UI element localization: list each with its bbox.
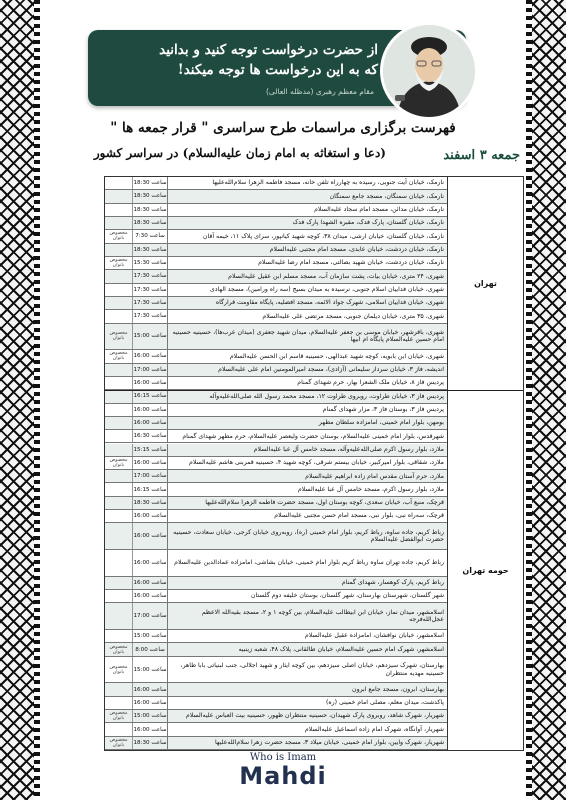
row-location (168, 643, 447, 655)
header-banner (88, 30, 466, 106)
table-row (105, 737, 447, 750)
keffiyeh-border-left (0, 0, 40, 800)
row-note (105, 590, 133, 602)
row-time: ساعت 17:00 (133, 470, 168, 482)
row-location (168, 457, 447, 469)
row-time: ساعت 16:15 (133, 390, 168, 402)
table-row (105, 364, 447, 377)
row-location-text: پردیس فاز ۸، خیابان ملک الشعرا بهار، حرم شهدای گمنام (297, 379, 444, 387)
table-row (105, 177, 447, 190)
row-location-text: قرچک، سه‌راه نبی، بلوار نبی، مسجد امام حسن مجتبی علیه‌السلام (274, 512, 444, 520)
table-row (105, 430, 447, 443)
table-row (105, 404, 447, 417)
row-location-text: قرچک، منبع آب، خیابان سعدی، کوچه بوستان اول، مسجد حضرت فاطمه الزهرا سلام‌الله‌علیها (205, 499, 444, 507)
row-note (105, 364, 133, 376)
table-row (105, 603, 447, 630)
row-location (168, 483, 447, 495)
row-location (168, 217, 447, 229)
row-location (168, 550, 447, 576)
row-time: ساعت 15:15 (133, 444, 168, 456)
table-row (105, 630, 447, 643)
table-row (105, 244, 447, 257)
row-location-text: شهری، خیابان فداییان اسلام جنوبی، نرسیده به میدان بسیج (سه راه ورامین)، مسجد الهادی (209, 285, 444, 293)
row-location (168, 603, 447, 629)
row-note (105, 444, 133, 456)
row-location (168, 470, 447, 482)
row-note (105, 217, 133, 229)
table-row (105, 284, 447, 297)
logo-caption: Who is Imam (249, 752, 317, 763)
row-location (168, 204, 447, 216)
row-location (168, 710, 447, 722)
page-title: فهرست برگزاری مراسمات طرح سراسری " قرار جمعه ها " (110, 120, 456, 136)
row-time: ساعت 18:30 (133, 177, 168, 189)
table-row (105, 390, 447, 403)
row-location-text: پردیس فاز ۳، خیابان طراوت، روبروی طراوت ۱۲، مسجد محمد رسول الله صلی‌الله‌علیه‌وآله (209, 392, 444, 400)
row-location-text: رباط کریم، جاده ساوه، رباط کریم، بلوار امام خمینی (ره)، روبه‌روی خیابان کرجی، خیابان سعادت، حسینیه حضرت ابوالفضل علیه‌السلام (173, 528, 444, 544)
row-location-text: نارمک، خیابان آیت جنوبی، رسیده به چهارراه تلفن خانه، مسجد فاطمه الزهرا سلام‌الله‌علیها (212, 179, 444, 187)
row-location (168, 590, 447, 602)
row-note (105, 310, 133, 322)
row-time: ساعت 16:00 (133, 350, 168, 362)
header-quote (102, 40, 378, 80)
table-row (105, 257, 447, 270)
row-location (168, 737, 447, 749)
row-time: ساعت 15:00 (133, 657, 168, 683)
row-time: ساعت 15:30 (133, 257, 168, 269)
row-location-text: رباط کریم، پارک کوهسار، شهدای گمنام (341, 579, 444, 587)
row-time: ساعت 16:00 (133, 510, 168, 522)
row-time: ساعت 16:00 (133, 550, 168, 576)
row-note: مخصوص بانوان (105, 737, 133, 749)
quote-source: مقام معظم رهبری (مدظله العالی) (266, 87, 374, 96)
row-location (168, 657, 447, 683)
row-note (105, 510, 133, 522)
row-location (168, 257, 447, 269)
table-row (105, 457, 447, 470)
row-time: ساعت 16:15 (133, 483, 168, 495)
row-note (105, 244, 133, 256)
row-note (105, 390, 133, 402)
row-time: ساعت 7:30 (133, 230, 168, 242)
row-location-text: نارمک، خیابان مدائن، مسجد امام سجاد علیه‌السلام (314, 206, 444, 213)
row-location (168, 523, 447, 549)
row-location (168, 630, 447, 642)
table-row (105, 523, 447, 550)
row-location-text: نارمک، خیابان گلستان، خیابان ارشی، میدان ۳۸، کوچه شهید کیانپور، سرای پلاک ۱۱، خیمه آقان (202, 232, 444, 240)
row-time: ساعت 16:00 (133, 723, 168, 735)
row-note (105, 190, 133, 202)
row-time: ساعت 16:00 (133, 577, 168, 589)
row-note (105, 483, 133, 495)
row-note: مخصوص بانوان (105, 324, 133, 350)
row-note: مخصوص بانوان (105, 657, 133, 683)
table-row (105, 417, 447, 430)
row-location-text: شهریار، آوانگاه، شهرک امام زاده اسماعیل علیه‌السلام (304, 725, 444, 733)
logo-wordmark: Mahdi (239, 762, 327, 790)
row-time: ساعت 15:00 (133, 324, 168, 350)
table-row (105, 310, 447, 323)
row-time: ساعت 15:00 (133, 630, 168, 642)
table-row (105, 350, 447, 363)
table-row (105, 697, 447, 710)
table-row (105, 710, 447, 723)
table-row (105, 510, 447, 523)
row-note (105, 417, 133, 429)
table-row (105, 483, 447, 496)
row-note (105, 430, 133, 442)
row-note (105, 270, 133, 282)
row-time: ساعت 15:00 (133, 710, 168, 722)
row-note: مخصوص بانوان (105, 457, 133, 469)
row-note (105, 470, 133, 482)
table-row (105, 324, 447, 351)
table-row (105, 683, 447, 696)
row-time: ساعت 16:00 (133, 523, 168, 549)
table-row (105, 444, 447, 457)
row-location (168, 577, 447, 589)
row-location-text: نارمک، خیابان دردشت، خیابان عابدی، مسجد امام مجتبی علیه‌السلام (269, 245, 444, 253)
row-note (105, 523, 133, 549)
row-note (105, 404, 133, 416)
row-location (168, 723, 447, 735)
table-row (105, 550, 447, 577)
row-location-text: ملارد، بلوار رسول اکرم، مسجد خامس آل عبا علیه‌السلام (297, 485, 444, 493)
row-note: مخصوص بانوان (105, 230, 133, 242)
row-time: ساعت 18:30 (133, 217, 168, 229)
row-location (168, 270, 447, 282)
row-time: ساعت 8:00 (133, 643, 168, 655)
row-time: ساعت 16:00 (133, 683, 168, 695)
region-label: تهران (447, 177, 523, 390)
table-row (105, 297, 447, 310)
row-time: ساعت 18:30 (133, 190, 168, 202)
row-location-text: بهارستان، ابرون، مسجد جامع ابرون (352, 685, 444, 693)
row-location-text: شهری، ۳۵ متری، خیابان دیلمان جنوبی، مسجد مرتضی علی علیه‌السلام (262, 312, 444, 320)
row-location-text: اندیشه، فاز ۳، خیابان سردار سلیمانی (آزادی)، مسجد امیرالمومنین امام علی علیه‌السلام (218, 365, 444, 373)
region-divider (105, 390, 523, 391)
row-location-text: نارمک، خیابان گلستان، پارک فدک، مقبره الشهدا پارک فدک (292, 219, 444, 227)
row-location-text: ملارد، شقاقی، بلوار امیرکبیر، خیابان بیستم شرقی، کوچه شهید ۴، حسینیه قمربنی هاشم علیه‌السلام (189, 459, 444, 467)
table-row (105, 204, 447, 217)
row-location (168, 324, 447, 350)
row-location-text: شهری، خیابان ابن بابویه، کوچه شهید عبدالهی، حسینیه قاسم ابن الحسن علیه‌السلام (229, 352, 444, 360)
row-location (168, 404, 447, 416)
table-row (105, 497, 447, 510)
row-time: ساعت 16:00 (133, 417, 168, 429)
row-location-text: اسلامشهر، خیابان نوافشان، امامزاده عقیل علیه‌السلام (304, 632, 444, 640)
row-location (168, 683, 447, 695)
table-row (105, 470, 447, 483)
table-row (105, 377, 447, 390)
row-time: ساعت 17:30 (133, 270, 168, 282)
row-location (168, 297, 447, 309)
row-location-text: شهرقدس، بلوار امام خمینی علیه‌السلام، بوستان حضرت ولیعصر علیه‌السلام، حرم مطهر شهدای گمنام (182, 432, 444, 440)
row-location (168, 390, 447, 402)
row-note (105, 550, 133, 576)
row-location (168, 310, 447, 322)
row-location-text: نارمک، خیابان دردشت، خیابان شهید بصالتی، مسجد امام رضا علیه‌السلام (258, 259, 444, 267)
row-note (105, 723, 133, 735)
row-note (105, 204, 133, 216)
row-location-text: بهارستان، شهرک سیزدهم، خیابان اصلی سیزدهم، بین کوچه ایثار و شهید اجلالی، جنب لبنیاتی بابا طاهر، حسینیه مهدیه منتظران (180, 661, 444, 677)
row-note (105, 297, 133, 309)
table-row (105, 577, 447, 590)
row-time: ساعت 16:00 (133, 377, 168, 389)
row-location (168, 364, 447, 376)
row-location-text: شهری، ۲۴ متری، خیابان بیات، پشت سازمان آب، مسجد مسلم ابن عقیل علیه‌السلام (228, 272, 444, 280)
row-time: ساعت 17:30 (133, 297, 168, 309)
row-location (168, 430, 447, 442)
row-time: ساعت 17:00 (133, 603, 168, 629)
row-location-text: شهری، باقرشهر، خیابان موسی بن جعفر علیه‌السلام، میدان شهید جعفری (میدان عرب‌ها)، حسینیه حسینیه امام حسین علیه‌السلام پایگاه ام ابیها (172, 328, 444, 344)
row-location-text: شهری، خیابان فداییان اسلامی، شهرک جواد الائمه، مسجد افضلیه، پایگاه مقاومت قرارگاه (215, 299, 444, 307)
row-location-text: شهر گلستان، شهرستان بهارستان، شهر گلستان، بوستان خلیفه دوم گلستان (250, 592, 444, 600)
row-location (168, 177, 447, 189)
table-row (105, 270, 447, 283)
row-note (105, 630, 133, 642)
row-time: ساعت 18:30 (133, 204, 168, 216)
row-time: ساعت 18:30 (133, 244, 168, 256)
row-location (168, 284, 447, 296)
row-time: ساعت 16:00 (133, 457, 168, 469)
keffiyeh-border-right (526, 0, 566, 800)
table-row (105, 643, 447, 656)
row-location-text: اسلامشهر، شهرک امام حسین علیه‌السلام، خیابان طالقانی، پلاک ۴۸، شعبه زینبیه (238, 645, 444, 653)
row-location (168, 350, 447, 362)
row-note: مخصوص بانوان (105, 710, 133, 722)
row-time: ساعت 16:00 (133, 590, 168, 602)
row-note (105, 377, 133, 389)
row-note (105, 683, 133, 695)
row-location (168, 244, 447, 256)
row-location-text: پردیس فاز ۳، بوستان فاز ۳، مزار شهدای گمنام (322, 405, 444, 413)
table-row (105, 590, 447, 603)
row-note (105, 497, 133, 509)
row-note: مخصوص بانوان (105, 257, 133, 269)
leader-portrait (380, 22, 478, 120)
row-location (168, 230, 447, 242)
table-row (105, 217, 447, 230)
table-row (105, 230, 447, 243)
region-label: حومه تهران (447, 390, 523, 750)
table-row (105, 723, 447, 736)
row-location (168, 417, 447, 429)
row-location-text: نارمک، خیابان سمنگان، مسجد جامع سمنگان (329, 192, 444, 200)
row-time: ساعت 17:30 (133, 310, 168, 322)
row-location-text: بومهن، بلوار امام خمینی، امامزاده سلطان مطهر (318, 419, 444, 427)
table-row (105, 190, 447, 203)
row-note (105, 577, 133, 589)
row-location (168, 510, 447, 522)
row-time: ساعت 16:00 (133, 697, 168, 709)
row-location-text: ملارد، حرم آستان مقدس امام زاده ابراهیم علیه‌السلام (305, 472, 444, 480)
row-location-text: ملارد، بلوار رسول اکرم صلی‌الله‌علیه‌وآله، مسجد خامس آل عبا علیه‌السلام (253, 445, 444, 453)
row-note (105, 603, 133, 629)
row-note: مخصوص بانوان (105, 350, 133, 362)
quote-line-1: از حضرت درخواست توجه کنید و بدانید (159, 42, 378, 58)
row-time: ساعت 16:30 (133, 430, 168, 442)
quote-line-2: که به این درخواست ها توجه میکند! (177, 62, 378, 78)
event-date: جمعه ۳ اسفند (443, 148, 520, 163)
row-location-text: شهریار، شهرک شاهد، روبروی پارک شهیدان، حسینیه منتظران ظهور، حسینیه بیت العباس علیه‌السلام (185, 712, 444, 720)
events-table (104, 176, 524, 751)
row-time: ساعت 17:30 (133, 284, 168, 296)
row-time: ساعت 16:00 (133, 404, 168, 416)
row-location (168, 497, 447, 509)
row-location-text: اسلامشهر، میدان نماز، خیابان ابن ابیطالب علیه‌السلام، بین کوچه ۱ و ۲، مسجد بقیه‌الله الاعظم عجل‌الله‌فرجه (201, 608, 444, 624)
row-location-text: پاکدشت، میدان معلم، مصلی امام خمینی (ره) (325, 699, 444, 707)
row-time: ساعت 18:30 (133, 497, 168, 509)
row-location (168, 190, 447, 202)
row-location (168, 697, 447, 709)
row-note (105, 697, 133, 709)
row-note (105, 284, 133, 296)
row-time: ساعت 17:00 (133, 364, 168, 376)
row-note: مخصوص بانوان (105, 643, 133, 655)
row-note (105, 177, 133, 189)
row-location-text: رباط کریم، جاده تهران ساوه رباط کریم بلوار امام خمینی، خیابان بشاشی، امامزاده عمادالدین علیه‌السلام (174, 559, 444, 567)
row-time: ساعت 18:30 (133, 737, 168, 749)
row-location-text: شهریار، شهرک وایین، بلوار امام خمینی، خیابان میلاد ۳، مسجد حضرت زهرا سلام‌الله‌علیها (215, 739, 444, 747)
table-row (105, 657, 447, 684)
page-subtitle: (دعا و استغاثه به امام زمان علیه‌السلام) در سراسر کشور (93, 146, 386, 160)
row-location (168, 377, 447, 389)
row-location (168, 444, 447, 456)
